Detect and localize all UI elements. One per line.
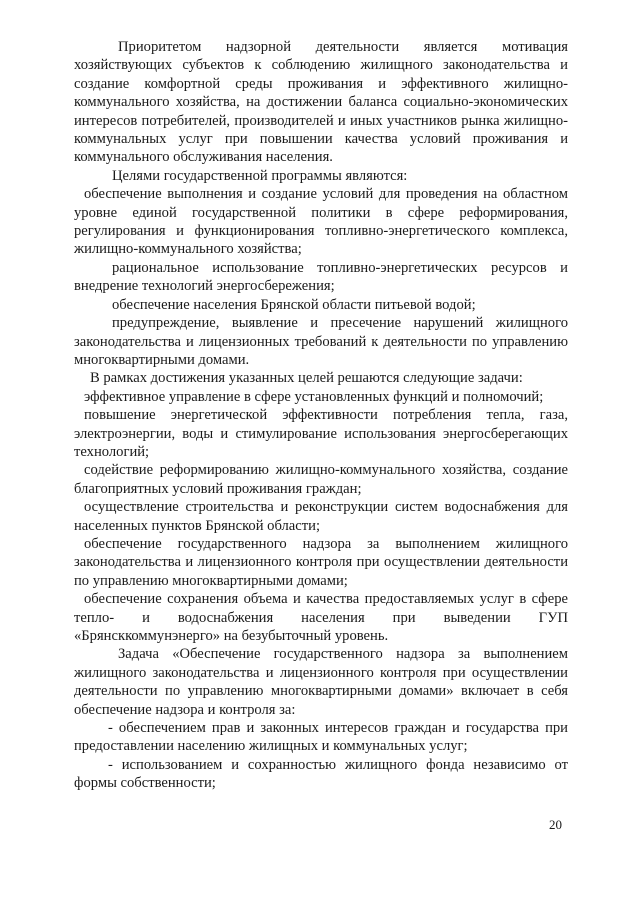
paragraph-task-scope: Задача «Обеспечение государственного надзора за выполнением жилищного законодательства и лицензионного контроля при осуществлении деятельности по управлению многоквартирными домами» включает в себя обеспечение надзора и контроля за: (74, 646, 568, 718)
paragraph-goals-heading: Целями государственной программы являются: (112, 167, 408, 184)
paragraph-goal-3: обеспечение населения Брянской области питьевой водой; (112, 296, 476, 313)
paragraph-goal-1: обеспечение выполнения и создание условий для проведения на областном уровне единой государственной политики в сфере реформирования, регулирования и функционирования топливно-энергетического комплекса, жилищно-коммунального хозяйства; (74, 186, 568, 258)
paragraph-task-1: эффективное управление в сфере установленных функций и полномочий; (84, 388, 544, 405)
paragraph-item-housing-fund: - использованием и сохранностью жилищного фонда независимо от формы собственности; (74, 756, 568, 792)
paragraph-goal-4: предупреждение, выявление и пресечение нарушений жилищного законодательства и лицензионных требований к деятельности по управлению многоквартирными домами. (74, 315, 568, 368)
paragraph-task-5: обеспечение государственного надзора за выполнением жилищного законодательства и лицензионного контроля при осуществлении деятельности по управлению многоквартирными домами; (74, 535, 568, 589)
paragraph-task-6: обеспечение сохранения объема и качества предоставляемых услуг в сфере тепло- и водоснабжения населения при выведении ГУП «Брянсккоммунэнерго» на безубыточный уровень. (74, 591, 568, 644)
paragraph-task-4: осуществление строительства и реконструкции систем водоснабжения для населенных пунктов Брянской области; (74, 499, 568, 534)
paragraph-goal-2: рациональное использование топливно-энергетических ресурсов и внедрение технологий энергосбережения; (74, 259, 568, 295)
paragraph-task-3: содействие реформированию жилищно-коммунального хозяйства, создание благоприятных условий проживания граждан; (74, 462, 568, 497)
paragraph-tasks-heading: В рамках достижения указанных целей решаются следующие задачи: (90, 370, 523, 387)
paragraph-item-rights: - обеспечением прав и законных интересов граждан и государства при предоставлении населению жилищных и коммунальных услуг; (74, 720, 568, 755)
paragraph-task-2: повышение энергетической эффективности потребления тепла, газа, электроэнергии, воды и стимулирование использования энергосберегающих технологий; (74, 407, 568, 460)
document-body (74, 38, 568, 793)
paragraph-priority: Приоритетом надзорной деятельности является мотивация хозяйствующих субъектов к соблюдению жилищного законодательства и создание комфортной среды проживания и эффективного жилищно-коммунального хозяйства, на достижении баланса социально-экономических интересов потребителей, производителей и иных участников рынка жилищно-коммунальных услуг при повышении качества условий проживания и коммунального обслуживания населения. (74, 39, 568, 166)
page-number: 20 (549, 817, 562, 832)
